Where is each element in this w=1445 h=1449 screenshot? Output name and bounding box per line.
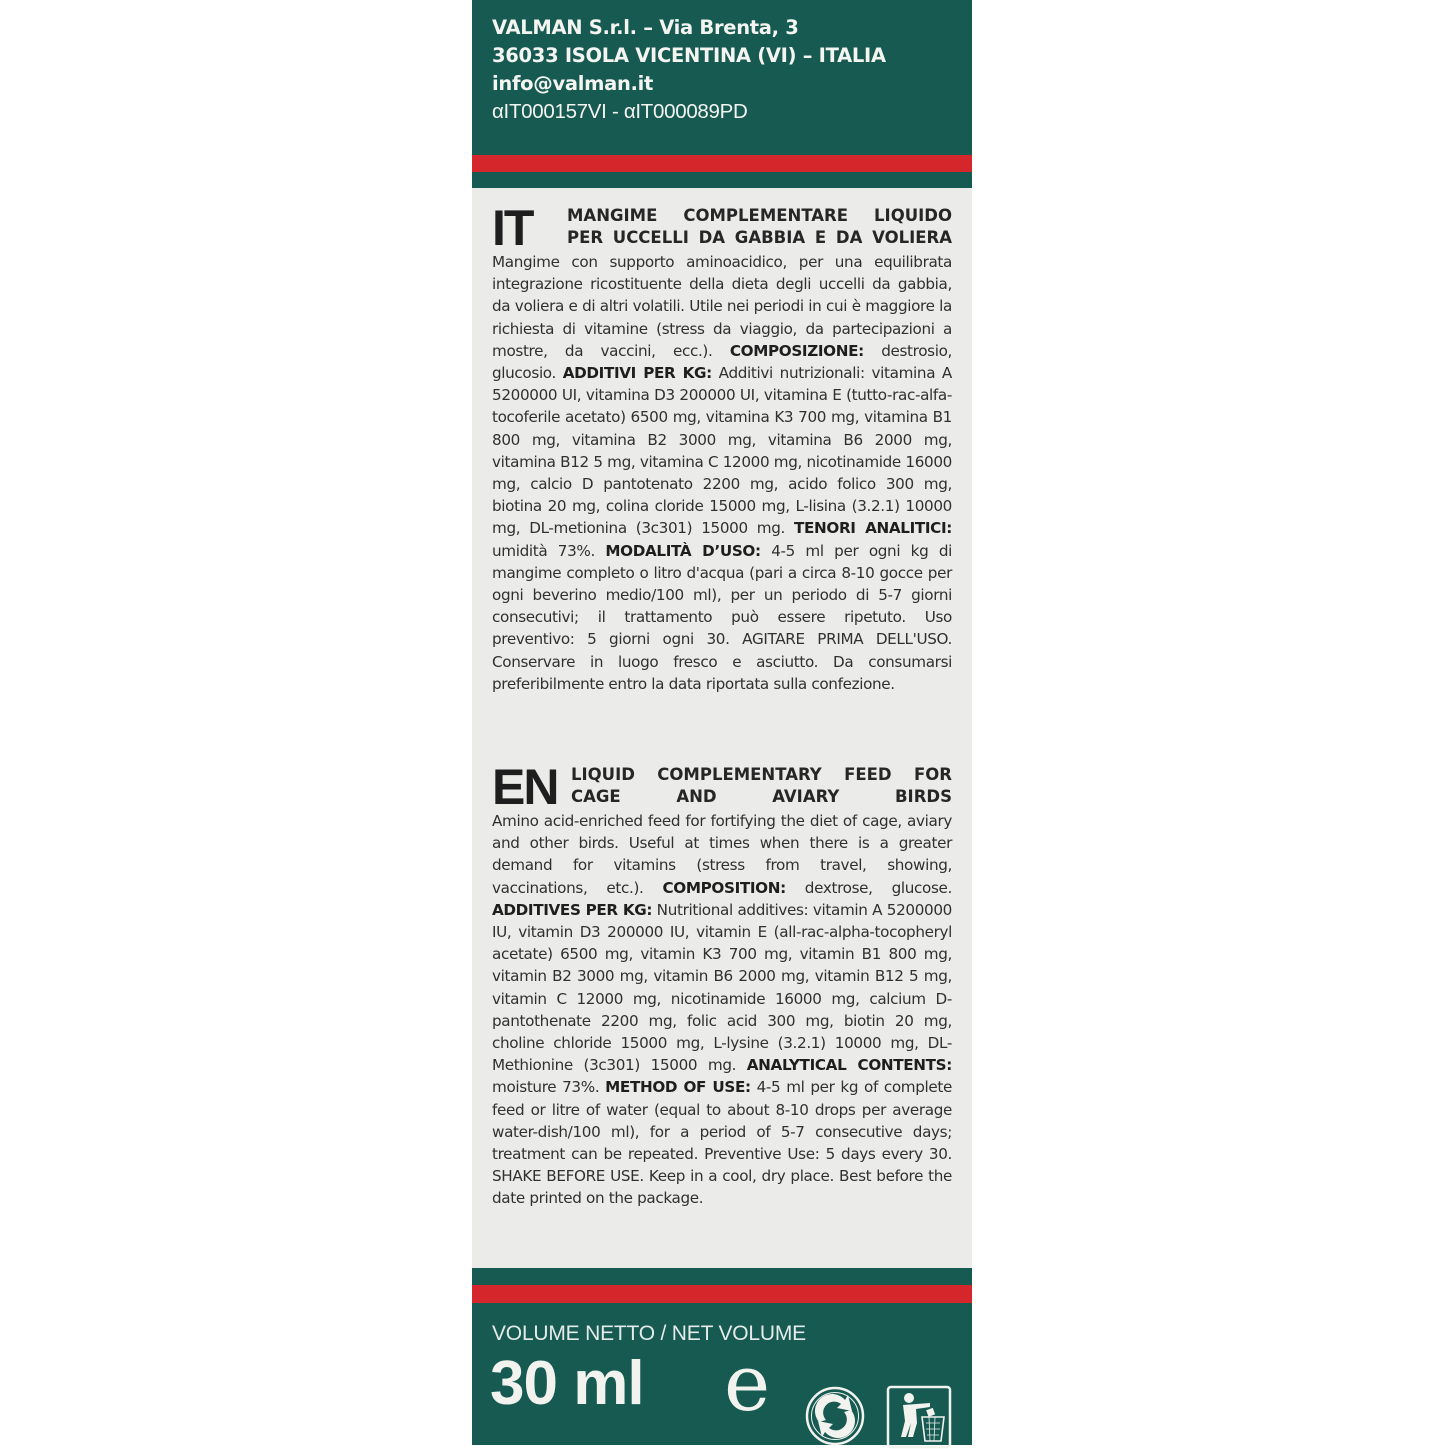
italian-description: Mangime con supporto aminoacidico, per una equilibrata integrazione ricostituente della dieta degli uccelli da gabbia, da voliera e di altri volatili. Utile nei periodi in cui è maggiore la richiesta di vitamine (stress da viaggio, da partecipazioni a mostre, da vaccini, ecc.).	[492, 253, 952, 360]
italian-additives-label: ADDITIVI PER KG:	[562, 364, 712, 383]
english-analytical-label: ANALYTICAL CONTENTS:	[746, 1056, 952, 1075]
italian-additives: Additivi nutrizionali: vitamina A 5200000 UI, vitamina D3 200000 UI, vitamina E (tutto-rac-alfa-tocoferile acetato) 6500 mg, vitamina K3 700 mg, vitamina B1 800 mg, vitamina B2 3000 mg, vitamina B6 2000 mg, vitamina B12 5 mg, vitamina C 12000 mg, nicotinamide 16000 mg, calcio D pantotenato 2200 mg, acido folico 300 mg, biotina 20 mg, colina cloride 15000 mg, L-lisina (3.2.1) 10000 mg, DL-metionina (3c301) 15000 mg.	[492, 364, 952, 538]
italian-section	[492, 200, 953, 695]
estimated-e-mark-icon: e	[724, 1339, 771, 1429]
language-code-it: IT	[492, 200, 533, 256]
volume-label: VOLUME NETTO / NET VOLUME	[492, 1322, 806, 1345]
company-line: VALMAN S.r.l. – Via Brenta, 3	[492, 16, 799, 39]
volume-value: 30 ml	[490, 1349, 644, 1418]
red-stripe-bottom	[472, 1285, 972, 1303]
manufacturer-header	[472, 0, 972, 188]
english-usage-label: METHOD OF USE:	[605, 1078, 751, 1097]
english-title: LIQUID COMPLEMENTARY FEED FOR CAGE AND AVIARY BIRDS	[571, 765, 952, 806]
product-label-panel	[472, 0, 972, 1445]
english-section	[492, 759, 952, 1210]
english-body	[492, 810, 952, 1210]
registration-codes: αIT000157VI - αIT000089PD	[492, 100, 748, 123]
address-line: 36033 ISOLA VICENTINA (VI) – ITALIA	[492, 44, 886, 67]
email-line: info@valman.it	[492, 72, 654, 95]
english-additives-label: ADDITIVES PER KG:	[492, 900, 653, 919]
english-analytical: moisture 73%.	[492, 1078, 606, 1097]
english-description: Amino acid-enriched feed for fortifying the diet of cage, aviary and other birds. Useful at times when there is a greater demand for vitamins (stress from travel, showing, vaccinations, etc.).	[492, 812, 952, 897]
italian-analytical: umidità 73%.	[492, 541, 606, 560]
tidyman-disposal-icon	[886, 1385, 952, 1449]
italian-analytical-label: TENORI ANALITICI:	[794, 519, 952, 538]
italian-title: MANGIME COMPLEMENTARE LIQUIDO PER UCCELLI DA GABBIA E DA VOLIERA	[567, 206, 952, 247]
language-code-en: EN	[492, 759, 558, 815]
italian-body	[492, 251, 952, 695]
volume-footer	[472, 1268, 972, 1445]
italian-usage: 4-5 ml per ogni kg di mangime completo o litro d'acqua (pari a circa 8-10 gocce per ogni beverino medio/100 ml), per un periodo di 5-7 giorni consecutivi; il trattamento può essere ripetuto. Uso preventivo: 5 giorni ogni 30. AGITARE PRIMA DELL'USO. Conservare in luogo fresco e asciutto. Da consumarsi preferibilmente entro la data riportata sulla confezione.	[492, 541, 953, 693]
english-additives: Nutritional additives: vitamin A 5200000 IU, vitamin D3 200000 IU, vitamin E (all-rac-alpha-tocopheryl acetate) 6500 mg, vitamin K3 700 mg, vitamin B1 800 mg, vitamin B2 3000 mg, vitamin B6 2000 mg, vitamin B12 5 mg, vitamin C 12000 mg, nicotinamide 16000 mg, calcium D-pantothenate 2200 mg, folic acid 300 mg, biotin 20 mg, choline chloride 15000 mg, L-lysine (3.2.1) 10000 mg, DL-Methionine (3c301) 15000 mg.	[492, 900, 952, 1075]
english-composition: dextrose, glucose.	[785, 878, 952, 897]
italian-usage-label: MODALITÀ D’USO:	[605, 541, 761, 560]
italian-composition: destrosio, glucosio.	[492, 341, 952, 383]
english-composition-label: COMPOSITION:	[662, 878, 786, 897]
green-dot-recycle-icon	[805, 1386, 865, 1446]
italian-composition-label: COMPOSIZIONE:	[729, 341, 864, 360]
red-stripe-top	[472, 155, 972, 172]
english-usage: 4-5 ml per kg of complete feed or litre of water (equal to about 8-10 drops per average water-dish/100 ml), for a period of 5-7 consecutive days; treatment can be repeated. Preventive Use: 5 days every 30. SHAKE BEFORE USE. Keep in a cool, dry place. Best before the date printed on the package.	[492, 1078, 952, 1208]
